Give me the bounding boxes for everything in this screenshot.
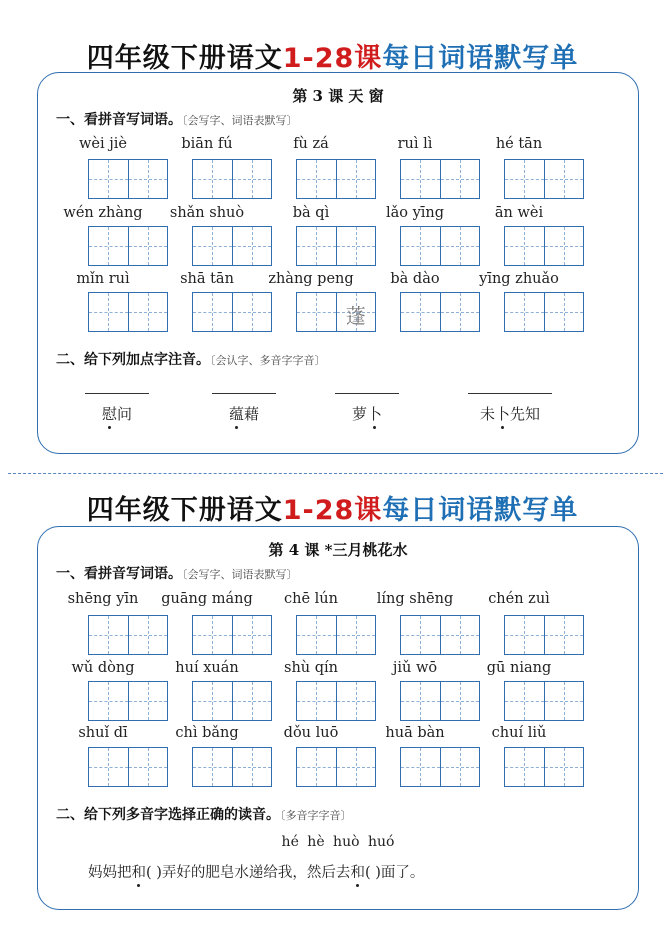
writing-grid[interactable] (400, 159, 480, 199)
pinyin-label: bà dào (390, 271, 440, 287)
pinyin-label: shā tān (180, 271, 234, 287)
pinyin-label: wèi jiè (79, 136, 127, 152)
pinyin-label: ruì lì (397, 136, 433, 152)
writing-grid[interactable] (296, 747, 376, 787)
page-divider (8, 473, 663, 474)
pinyin-label: shǎn shuò (169, 205, 245, 221)
pinyin-label: gū niang (486, 660, 552, 676)
writing-grid[interactable] (192, 747, 272, 787)
writing-grid[interactable] (192, 681, 272, 721)
writing-grid[interactable] (504, 747, 584, 787)
pinyin-label: ān wèi (494, 205, 544, 221)
pinyin-label: hé tān (495, 136, 543, 152)
answer-blank[interactable] (85, 393, 149, 394)
pinyin-label: bà qì (292, 205, 330, 221)
writing-grid[interactable] (192, 615, 272, 655)
writing-grid[interactable] (296, 226, 376, 266)
lesson3-section2-heading: 二、给下列加点字注音。〔会认字、多音字字音〕 (56, 352, 326, 368)
lesson4-panel (37, 526, 639, 910)
writing-grid[interactable] (88, 681, 168, 721)
pinyin-label: huā bàn (385, 725, 445, 741)
pronunciation-options: hé hè huò huó (281, 834, 395, 850)
answer-blank[interactable] (468, 393, 552, 394)
pinyin-label: shuǐ dī (78, 725, 128, 741)
pinyin-label: shù qín (284, 660, 338, 676)
writing-grid[interactable] (192, 226, 272, 266)
pinyin-label: chē lún (284, 591, 338, 607)
pinyin-label: yīng zhuǎo (479, 271, 559, 287)
pinyin-label: dǒu luō (283, 725, 339, 741)
pinyin-label: guāng máng (161, 591, 253, 607)
lesson4-section1-heading: 一、看拼音写词语。〔会写字、词语表默写〕 (56, 566, 298, 582)
pinyin-label: shēng yīn (67, 591, 139, 607)
writing-grid[interactable] (192, 159, 272, 199)
writing-grid[interactable] (296, 681, 376, 721)
writing-grid[interactable] (296, 159, 376, 199)
writing-grid[interactable] (400, 615, 480, 655)
writing-grid[interactable] (504, 681, 584, 721)
pinyin-label: líng shēng (376, 591, 454, 607)
hint-character: 蓬 (345, 304, 366, 328)
pinyin-label: fù zá (293, 136, 329, 152)
lesson4-title: 第 4 课 *三月桃花水 (268, 541, 408, 559)
writing-grid[interactable] (296, 292, 376, 332)
pinyin-label: biān fú (181, 136, 233, 152)
writing-grid[interactable] (400, 226, 480, 266)
pinyin-label: jiǔ wō (392, 660, 438, 676)
pinyin-label: huí xuán (175, 660, 239, 676)
pinyin-label: chì bǎng (175, 725, 239, 741)
writing-grid[interactable] (504, 159, 584, 199)
lesson3-panel (37, 72, 639, 454)
writing-grid[interactable] (88, 292, 168, 332)
writing-grid[interactable] (504, 292, 584, 332)
dotted-word: 蕴藉 (228, 405, 260, 423)
writing-grid[interactable] (504, 615, 584, 655)
lesson3-title: 第 3 课 天 窗 (292, 87, 384, 105)
dotted-word: 未卜先知 (479, 405, 541, 423)
pinyin-label: wǔ dòng (71, 660, 135, 676)
pinyin-label: chén zuì (488, 591, 550, 607)
pinyin-label: wén zhàng (63, 205, 143, 221)
lesson3-section1-heading: 一、看拼音写词语。〔会写字、词语表默写〕 (56, 112, 298, 128)
pinyin-label: zhàng peng (268, 271, 354, 287)
writing-grid[interactable] (88, 226, 168, 266)
writing-grid[interactable] (400, 747, 480, 787)
writing-grid[interactable] (88, 747, 168, 787)
pinyin-label: mǐn ruì (76, 271, 130, 287)
writing-grid[interactable] (296, 615, 376, 655)
sheet-title-top: 四年级下册语文1-28课每日词语默写单 (86, 43, 579, 74)
lesson4-section2-heading: 二、给下列多音字选择正确的读音。〔多音字字音〕 (56, 807, 352, 823)
writing-grid[interactable] (88, 615, 168, 655)
writing-grid[interactable] (88, 159, 168, 199)
dotted-word: 萝卜 (351, 405, 383, 423)
dotted-word: 慰问 (101, 405, 133, 423)
answer-blank[interactable] (212, 393, 276, 394)
writing-grid[interactable] (400, 681, 480, 721)
pinyin-label: chuí liǔ (491, 725, 547, 741)
writing-grid[interactable] (504, 226, 584, 266)
writing-grid[interactable] (192, 292, 272, 332)
answer-blank[interactable] (335, 393, 399, 394)
pinyin-label: lǎo yīng (385, 205, 445, 221)
writing-grid[interactable] (400, 292, 480, 332)
sheet-title-bottom: 四年级下册语文1-28课每日词语默写单 (86, 495, 579, 526)
fill-in-sentence[interactable]: 妈妈把和( )弄好的肥皂水递给我，然后去和( )面了。 (88, 861, 424, 882)
